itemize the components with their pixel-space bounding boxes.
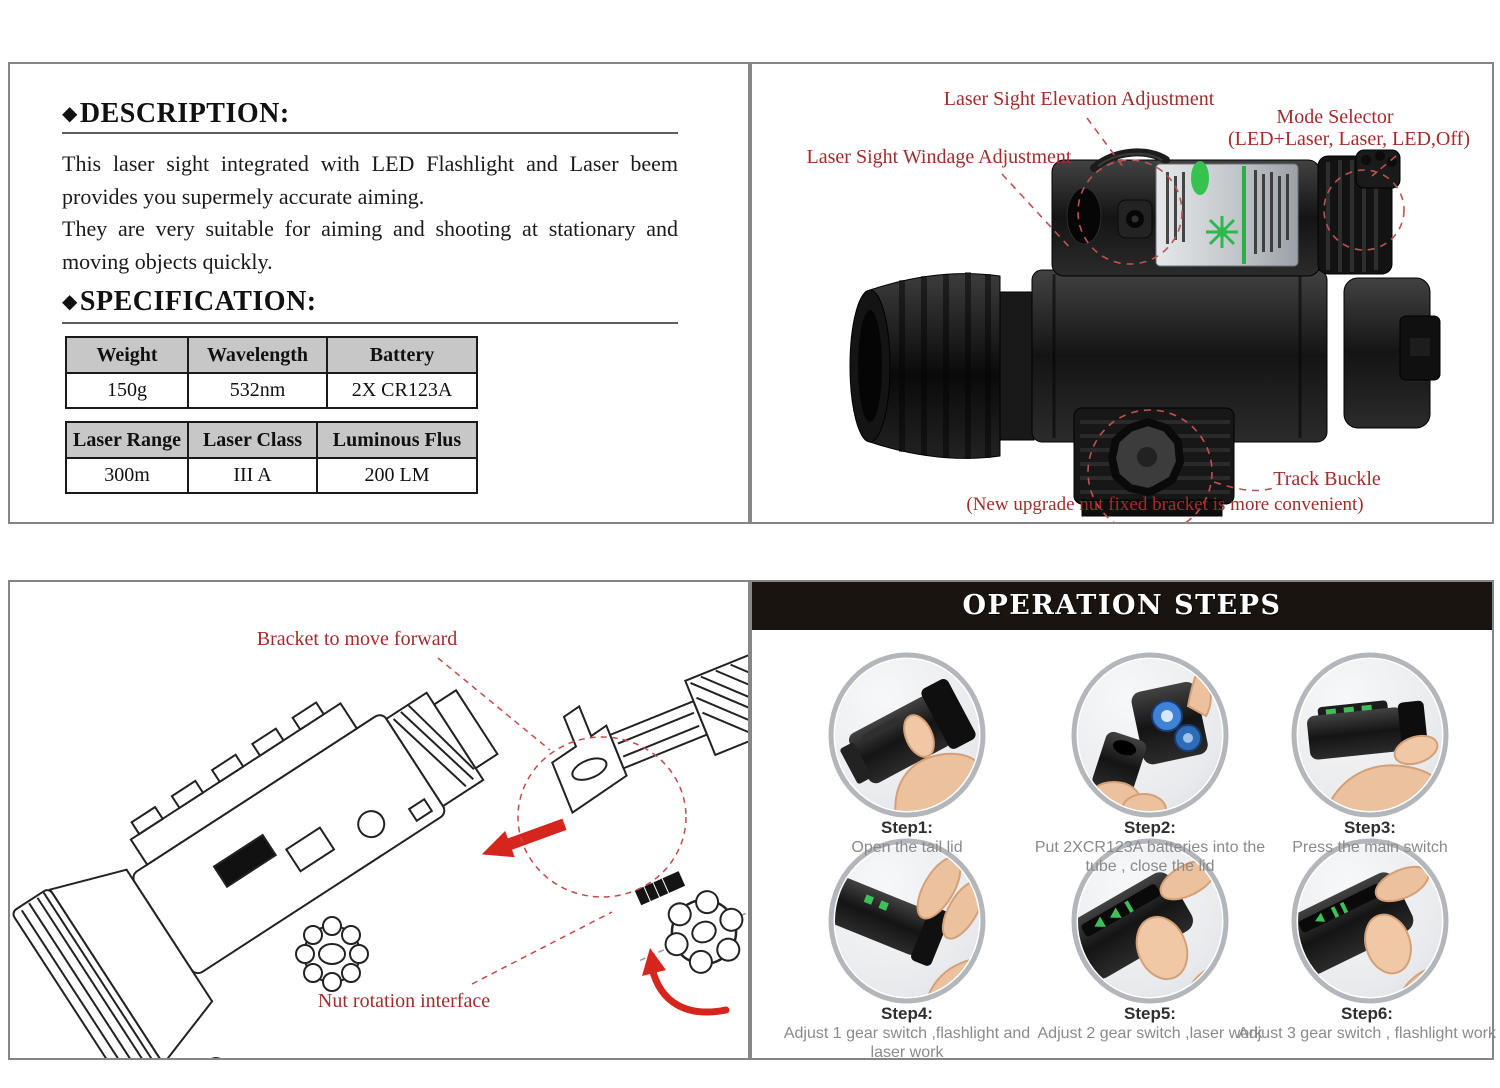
callout-track-buckle-note: (New upgrade nut fixed bracket is more convenient) [966, 494, 1364, 515]
assembly-diagram [10, 582, 748, 1058]
step-caption-4 [777, 1004, 1037, 1062]
spec-value-cell: 200 LM [317, 458, 477, 493]
spec-header-cell: Laser Class [188, 422, 317, 458]
step-label: Step2: [1124, 818, 1176, 837]
step-photo-4 [827, 836, 987, 1006]
description-title: DESCRIPTION: [79, 98, 290, 129]
spec-value-cell: III A [188, 458, 317, 493]
callout-mode-selector: Mode Selector [1276, 106, 1394, 128]
step-photo-3 [1290, 650, 1450, 820]
step-desc: Adjust 3 gear switch , flashlight work [1238, 1025, 1496, 1042]
spec-header-cell: Weight [66, 337, 188, 373]
operation-steps-bar [752, 582, 1492, 630]
callout-mode-selector-options: (LED+Laser, Laser, LED,Off) [1228, 128, 1470, 150]
description-heading [62, 98, 290, 130]
forward-arrow-icon [477, 811, 569, 867]
callout-elevation: Laser Sight Elevation Adjustment [943, 88, 1215, 110]
description-underline [62, 132, 678, 134]
spec-value-cell: 2X CR123A [327, 373, 477, 408]
step-desc: Adjust 2 gear switch ,laser work [1037, 1025, 1263, 1042]
step-label: Step6: [1341, 1004, 1393, 1023]
description-text [62, 148, 678, 278]
step-desc: Open the tail lid [851, 839, 963, 856]
step-label: Step1: [881, 818, 933, 837]
assembly-diagram-panel [8, 580, 750, 1060]
device-knob-line-art [296, 917, 368, 991]
callout-windage: Laser Sight Windage Adjustment [806, 146, 1072, 168]
step-desc: Put 2XCR123A batteries into the tube , close the lid [1034, 839, 1266, 875]
specification-heading [62, 286, 317, 318]
spec-value-cell: 150g [66, 373, 188, 408]
step-label: Step4: [881, 1004, 933, 1023]
description-paragraph: This laser sight integrated with LED Flashlight and Laser beem provides you supermely accurate aiming. [62, 151, 678, 209]
spec-value-cell: 300m [66, 458, 188, 493]
step-photo-6 [1290, 836, 1450, 1006]
step-label: Step5: [1124, 1004, 1176, 1023]
spec-value-cell: 532nm [188, 373, 327, 408]
product-photo-panel [750, 62, 1494, 524]
specification-underline [62, 322, 678, 324]
step-caption-1 [777, 818, 1037, 857]
spec-header-cell: Luminous Flus [317, 422, 477, 458]
diamond-icon: ◆ [62, 291, 78, 313]
label-bracket-forward: Bracket to move forward [256, 628, 458, 650]
specification-title: SPECIFICATION: [79, 286, 317, 317]
step-caption-3 [1240, 818, 1500, 857]
step-photo-1 [827, 650, 987, 820]
step-caption-6 [1222, 1004, 1500, 1043]
diamond-icon: ◆ [62, 103, 78, 125]
spec-header-cell: Laser Range [66, 422, 188, 458]
operation-steps-panel [750, 580, 1494, 1060]
spec-table-2 [65, 421, 478, 494]
step-photo-2 [1070, 650, 1230, 820]
warning-label [1156, 164, 1298, 266]
description-panel [8, 62, 750, 524]
label-nut-rotation: Nut rotation interface [317, 990, 491, 1012]
spec-table-1 [65, 336, 478, 409]
step-desc: Adjust 1 gear switch ,flashlight and laser work [783, 1025, 1031, 1061]
spec-header-cell: Wavelength [188, 337, 327, 373]
bolt-line-art [635, 871, 685, 905]
spec-header-cell: Battery [327, 337, 477, 373]
step-desc: Press the main switch [1292, 839, 1448, 856]
bracket-line-art [537, 639, 748, 813]
description-paragraph: They are very suitable for aiming and shooting at stationary and moving objects quickly. [62, 216, 678, 274]
callout-track-buckle: Track Buckle [1273, 468, 1381, 490]
operation-steps-title: OPERATION STEPS [962, 590, 1282, 621]
step-label: Step3: [1344, 818, 1396, 837]
